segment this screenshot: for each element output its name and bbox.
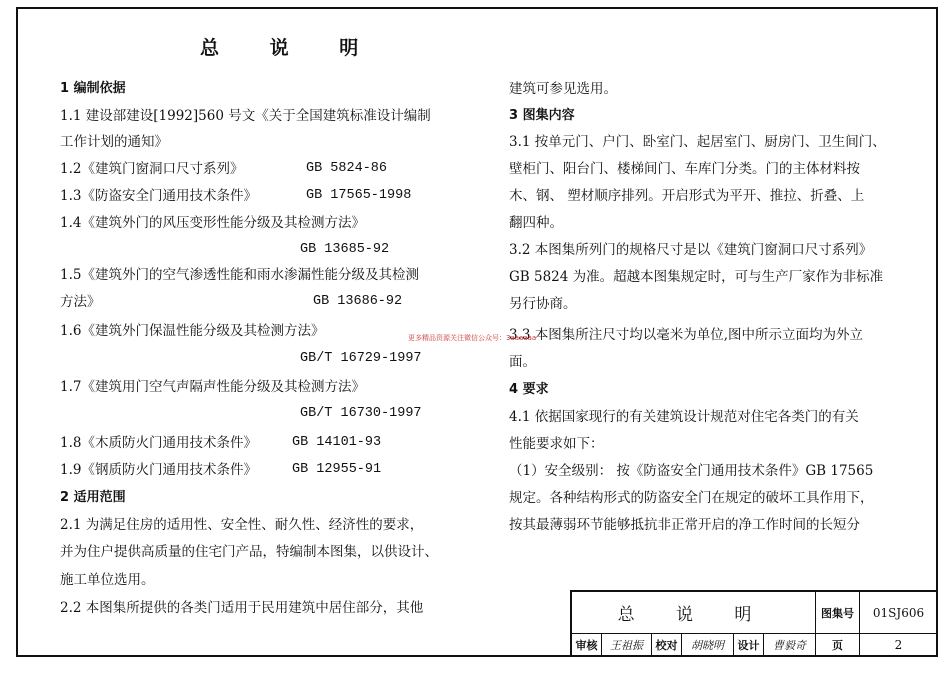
- check-signature: 胡晓明: [691, 639, 724, 652]
- text-line: 1.5《建筑外门的空气渗透性能和雨水渗漏性能分级及其检测: [60, 267, 419, 283]
- text-line: 壁柜门、阳台门、楼梯间门、车库门分类。门的主体材料按: [509, 161, 860, 177]
- standard-code: GB/T 16730-1997: [300, 406, 422, 421]
- review-label: 审核: [575, 639, 598, 652]
- text-line: 1.9《钢质防火门通用技术条件》: [60, 462, 257, 478]
- check-signature-cell: [682, 634, 734, 657]
- text-line: 1.8《木质防火门通用技术条件》: [60, 435, 257, 451]
- standard-code: GB 12955-91: [292, 462, 382, 477]
- text-line: 3.3 本图集所注尺寸均以毫米为单位,图中所示立面均为外立: [509, 327, 864, 343]
- text-line: 木、钢、 塑材顺序排列。开启形式为平开、推拉、折叠、上: [509, 188, 865, 204]
- review-signature: 王祖振: [610, 639, 643, 652]
- text-line: 规定。各种结构形式的防盗安全门在规定的破坏工具作用下，: [509, 490, 874, 506]
- section-heading: 3 图集内容: [509, 108, 575, 123]
- text-line: 1.1 建设部建设[1992]560 号文《关于全国建筑标准设计编制: [60, 108, 431, 124]
- section-heading: 4 要求: [509, 382, 549, 397]
- text-line: 4.1 依据国家现行的有关建筑设计规范对住宅各类门的有关: [509, 409, 859, 425]
- page-number-cell: [860, 634, 938, 657]
- standard-code: GB/T 16729-1997: [300, 351, 422, 366]
- text-line: 2.1 为满足住房的适用性、安全性、耐久性、经济性的要求，: [60, 517, 424, 533]
- section-heading: 2 适用范围: [60, 490, 126, 505]
- atlas-no: 01SJ606: [872, 605, 925, 620]
- design-signature: 曹毅奇: [773, 639, 806, 652]
- text-line: 建筑可参见选用。: [509, 81, 617, 97]
- text-line: 1.7《建筑用门空气声隔声性能分级及其检测方法》: [60, 379, 365, 395]
- page-label-cell: [816, 634, 860, 657]
- title-block-title-cell: [572, 592, 816, 634]
- design-label-cell: [734, 634, 764, 657]
- atlas-no-label-cell: [816, 592, 860, 634]
- text-line: 性能要求如下：: [509, 436, 604, 452]
- page-label: 页: [832, 639, 843, 652]
- standard-code: GB 14101-93: [292, 435, 382, 450]
- text-line: 1.6《建筑外门保温性能分级及其检测方法》: [60, 323, 325, 339]
- design-signature-cell: [764, 634, 816, 657]
- review-signature-cell: [602, 634, 652, 657]
- text-line: 方法》: [60, 294, 101, 310]
- text-line: 翻四种。: [509, 215, 563, 231]
- text-line: 另行协商。: [509, 296, 577, 312]
- standard-code: GB 5824-86: [306, 161, 388, 176]
- text-line: 2.2 本图集所提供的各类门适用于民用建筑中居住部分，其他: [60, 600, 424, 616]
- check-label-cell: [652, 634, 682, 657]
- page-title: 总 说 明: [200, 37, 381, 59]
- text-line: GB 5824 为准。超越本图集规定时，可与生产厂家作为非标准: [509, 269, 884, 285]
- atlas-no-label: 图集号: [821, 606, 854, 620]
- text-line: 施工单位选用。: [60, 572, 155, 588]
- text-line: 工作计划的通知》: [60, 134, 168, 150]
- review-label-cell: [572, 634, 602, 657]
- standard-code: GB 17565-1998: [306, 188, 412, 203]
- text-line: （1）安全级别： 按《防盗安全门通用技术条件》GB 17565: [509, 463, 874, 479]
- text-line: 面。: [509, 354, 536, 370]
- standard-code: GB 13686-92: [313, 294, 403, 309]
- section-heading: 1 编制依据: [60, 81, 126, 96]
- watermark-text: 更多精品资源关注微信公众号：3aaaaaa: [408, 334, 537, 342]
- text-line: 按其最薄弱环节能够抵抗非正常开启的净工作时间的长短分: [509, 517, 860, 533]
- text-line: 3.2 本图集所列门的规格尺寸是以《建筑门窗洞口尺寸系列》: [509, 242, 873, 258]
- standard-code: GB 13685-92: [300, 242, 390, 257]
- title-block-title: 总 说 明: [617, 605, 770, 625]
- atlas-no-cell: [860, 592, 938, 634]
- design-label: 设计: [737, 639, 760, 652]
- title-block: [570, 590, 938, 657]
- text-line: 1.2《建筑门窗洞口尺寸系列》: [60, 161, 244, 177]
- text-line: 1.4《建筑外门的风压变形性能分级及其检测方法》: [60, 215, 365, 231]
- text-line: 并为住户提供高质量的住宅门产品，特编制本图集，以供设计、: [60, 544, 438, 560]
- check-label: 校对: [655, 639, 678, 652]
- text-line: 3.1 按单元门、户门、卧室门、起居室门、厨房门、卫生间门、: [509, 134, 886, 150]
- page-number: 2: [894, 638, 903, 652]
- text-line: 1.3《防盗安全门通用技术条件》: [60, 188, 257, 204]
